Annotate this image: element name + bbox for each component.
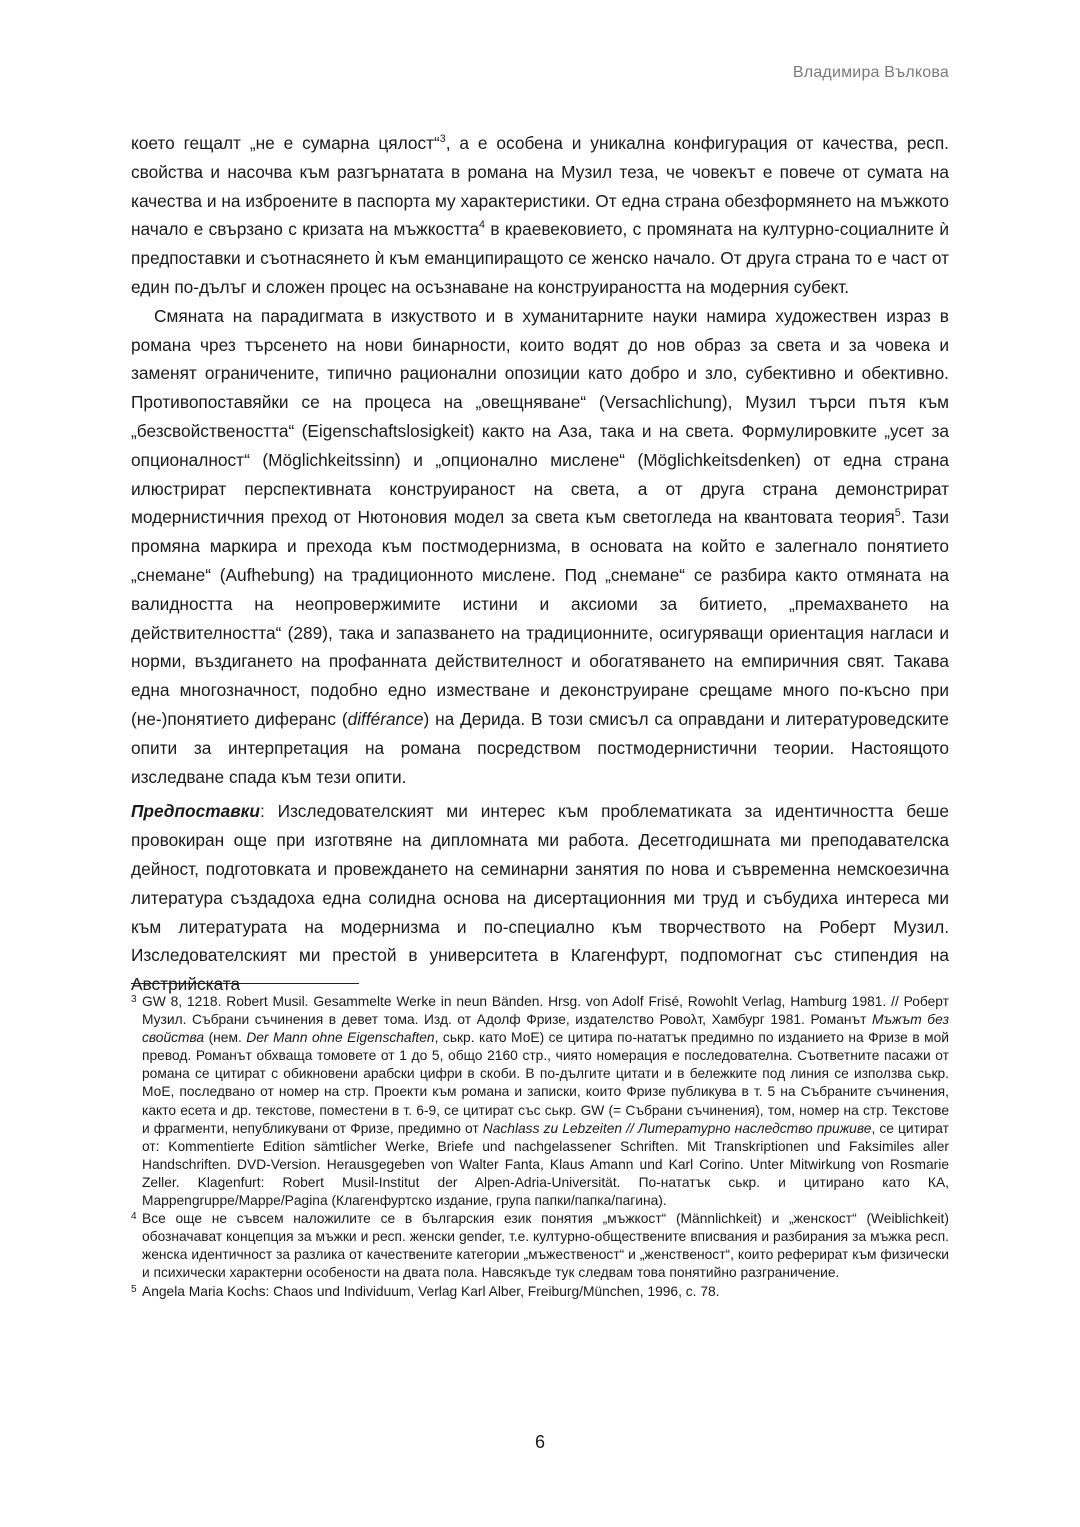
footnote-5 xyxy=(131,1283,949,1301)
footnote-ref-3: 3 xyxy=(439,133,446,146)
footnote-3-italic-1: Мъжът без свойства xyxy=(142,1012,949,1046)
paragraph-2 xyxy=(131,302,949,792)
paragraph-1-text-c: в краевековието, с промяната на културно-социалните ѝ предпоставки и съотнасянето ѝ към еманципиращото се женско начало. От друга страна то е част от един по-дълъг и сложен процес на осъзнаване на конструираността на модерния субект. xyxy=(131,219,950,297)
footnote-4-text: Все още не съвсем наложилите се в българския език понятия „мъжкост“ (Männlichkeit) и „женскост“ (Weiblichkeit) обозначават концепция за мъжки и респ. женски gender, т.е. културно-обществените вписвания и разбирания за мъжка респ. женска идентичност за разлика от качествените категории „мъжественост“ и „женственост“, които реферират към физически и психически характерни особености на двата пола. Навсякъде тук следвам това понятийно разграничение. xyxy=(142,1211,949,1281)
footnote-ref-4: 4 xyxy=(479,219,485,232)
paragraph-2-text-c: ) на Дерида. В този смисъл са оправдани и литературоведските опити за интерпретация на романа посредством постмодернистични теории. Настоящото изследване спада към тези опити. xyxy=(131,708,949,787)
footnote-3-number: 3 xyxy=(131,994,137,1005)
footnote-5-text: Angela Maria Kochs: Chaos und Individuum, Verlag Karl Alber, Freiburg/München, 1996, с. 78. xyxy=(142,1283,720,1299)
footnotes xyxy=(131,993,949,1301)
footnote-ref-5: 5 xyxy=(894,507,901,520)
running-header-author: Владимира Вълкова xyxy=(792,64,949,81)
main-text xyxy=(131,129,949,999)
footnote-3-text-a: GW 8, 1218. Robert Musil. Gesammelte Werke in neun Bänden. Hrsg. von Adolf Frisé, Rowohlt Verlag, Hamburg 1981. // Роберт Музил. Събрани съчинения в девет тома. Изд. от Адолф Фризе, издателство Ровολт, Хамбург 1981. Романът xyxy=(142,994,949,1028)
paragraph-1 xyxy=(131,129,949,302)
footnote-3-italic-3: Nachlass zu Lebzeiten // Литературно наследство приживе xyxy=(482,1120,872,1136)
paragraph-2-italic-term: différance xyxy=(347,708,424,729)
footnote-3-italic-2: Der Mann ohne Eigenschaften xyxy=(246,1030,435,1046)
paragraph-1-text-a: което гещалт „не е сумарна цялост“ xyxy=(131,133,440,153)
paragraph-3-text: : Изследователският ми интерес към проблематиката за идентичността беше провокиран още при изготвяне на дипломната ми работа. Десетгодишната ми преподавателска дейност, подготовката и провеждането на семинарни занятия по нова и съвременна немскоезична литература създадоха една солидна основа на дисертационния ми труд и събудиха интереса ми към литературата на модернизма и по-специално към творчеството на Роберт Музил. Изследователският ми престой в университета в Клагенфурт, подпомогнат със стипендия на Австрийската xyxy=(131,801,949,995)
paragraph-2-text-b: . Тази промяна маркира и прехода към постмодернизма, в основата на който е залегнало понятието „снемане“ (Aufhebung) на традиционното мислене. Под „снемане“ се разбира както отмяната на валидността на неопровержимите истини и аксиоми за битието, „премахването на действителността“ (289), така и запазването на традиционните, осигуряващи ориентация нагласи и норми, въздигането на профанната действителност и обогатяването на емпиричния свят. Такава една многозначност, подобно едно изместване и деконструиране срещаме много по-късно при (не-)понятието диферанс ( xyxy=(131,507,949,729)
footnote-4-number: 4 xyxy=(131,1211,137,1223)
footnote-divider xyxy=(131,983,359,984)
footnote-3 xyxy=(131,993,949,1210)
paragraph-3-lead: Предпоставки xyxy=(131,801,260,822)
footnote-3-text-c: , ськр. като МоЕ) се цитира по-нататък предимно по изданието на Фризе в мой превод. Романът обхваща томовете от 1 до 5, общо 2160 стр., чиято номерация е последователна. Съответните пасажи от романа се цитират с обикновени арабски цифри в скоби. В по-дългите цитати и в бележките под линия се използва ськр. МоЕ, последвано от номер на стр. Проекти към романа и записки, които Фризе публикува в т. 5 на Събраните съчинения, както есета и др. текстове, поместени в т. 6-9, се цитират със ськр. GW (= Събрани съчинения), том, номер на стр. Текстове и фрагменти, непубликувани от Фризе, предимно от xyxy=(142,1030,949,1136)
paragraph-2-text-a: Смяната на парадигмата в изкуството и в хуманитарните науки намира художествен израз в романа чрез търсенето на нови бинарности, които водят до нов образ за света и за човека и заменят ограничените, типично рационални опозиции като добро и зло, субективно и обективно. Противопоставяйки се на процеса на „овещняване“ (Versachlichung), Музил търси пътя към „безсвойствеността“ (Eigenschaftslosigkeit) както на Аза, така и на света. Формулировките „усет за опционалност“ (Möglichkeitssinn) и „опционално мислене“ (Möglichkeitsdenken) от една страна илюстрират перспективната конструираност на света, а от друга страна демонстрират модернистичния преход от Нютоновия модел за света към светогледа на квантовата теория xyxy=(131,305,949,528)
footnote-4 xyxy=(131,1210,949,1282)
footnote-5-number: 5 xyxy=(131,1283,137,1295)
paragraph-1-text-b: , а е особена и уникална конфигурация от качества, респ. свойства и насочва към разгърнатата в романа на Музил теза, че човекът е повече от сумата на качества и на изброените в паспорта му характеристики. От една страна обезформянето на мъжкото начало е свързано с кризата на мъжкостта xyxy=(131,133,949,240)
footnote-3-text-b: (нем. xyxy=(204,1030,247,1046)
paragraph-3 xyxy=(131,797,949,999)
footnote-3-text-d: , се цитират от: Kommentierte Edition sämtlicher Werke, Briefe und nachgelassener Schriften. Mit Transkriptionen und Faksimiles aller Handschriften. DVD-Version. Herausgegeben von Walter Fanta, Klaus Amann und Karl Corino. Unter Mitwirkung von Rosmarie Zeller. Klagenfurt: Robert Musil-Institut der Alpen-Adria-Universität. По-нататък ськр. и цитирано като КА, Mappengruppe/Mappe/Pagina (Клагенфуртско издание, група папки/папка/пагина). xyxy=(142,1120,949,1209)
page-number: 6 xyxy=(534,1432,545,1452)
